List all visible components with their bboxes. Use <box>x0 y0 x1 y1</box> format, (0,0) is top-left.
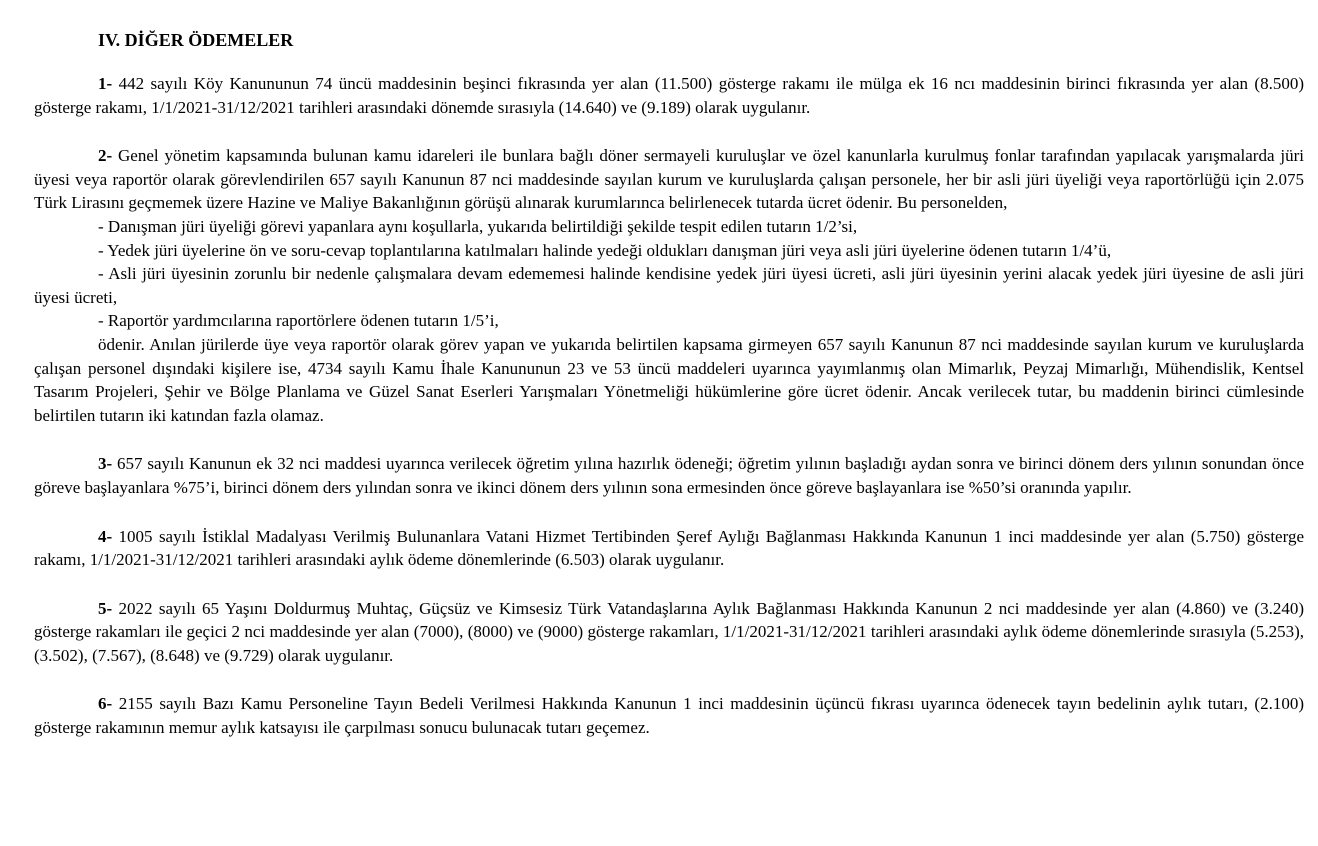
paragraph-text: 657 sayılı Kanunun ek 32 nci maddesi uyarınca verilecek öğretim yılına hazırlık ödeneği; öğretim yılının başladığı aydan sonra ve birinci dönem ders yılının sonundan önce göreve başlayanlara %75’i, birinci dönem ders yılından sonra ve ikinci dönem ders yılının sona ermesinden önce göreve başlayanlara ise %50’si oranında yapılır. <box>34 454 1304 497</box>
paragraph-number: 5- <box>98 598 113 618</box>
paragraph-number: 3- <box>98 454 113 474</box>
paragraph-number: 2- <box>98 146 113 166</box>
paragraph-text: 2022 sayılı 65 Yaşını Doldurmuş Muhtaç, Güçsüz ve Kimsesiz Türk Vatandaşlarına Aylık Bağlanması Hakkında Kanunun 2 nci maddesinde yer alan (4.860) ve (3.240) gösterge rakamları ile geçici 2 nci maddesinde yer alan (7000), (8000) ve (9000) gösterge rakamları, 1/1/2021-31/12/2021 tarihleri arasındaki aylık ödeme dönemlerinde sırasıyla (5.253), (3.502), (7.567), (8.648) ve (9.729) olarak uygulanır. <box>34 598 1304 665</box>
paragraph-number: 6- <box>98 694 113 714</box>
list-item: - Yedek jüri üyelerine ön ve soru-cevap toplantılarına katılmaları halinde yedeği oldukları danışman jüri veya asli jüri üyelerine ödenen tutarın 1/4’ü, <box>98 240 1112 260</box>
paragraph-text: 442 sayılı Köy Kanununun 74 üncü maddesinin beşinci fıkrasında yer alan (11.500) gösterge rakamı ile mülga ek 16 ncı maddesinin birinci fıkrasında yer alan (8.500) gösterge rakamı, 1/1/2021-31/12/2021 tarihleri arasındaki dönemde sırasıyla (14.640) ve (9.189) olarak uygulanır. <box>34 74 1304 117</box>
paragraph-6 <box>34 692 1304 739</box>
paragraph-2 <box>34 144 1304 215</box>
section-title: IV. DİĞER ÖDEMELER <box>98 30 294 50</box>
document-page <box>34 28 1304 765</box>
paragraph-3 <box>34 452 1304 499</box>
paragraph-1 <box>34 72 1304 119</box>
paragraph-text: 2155 sayılı Bazı Kamu Personeline Tayın Bedeli Verilmesi Hakkında Kanunun 1 inci maddesinin üçüncü fıkrası uyarınca ödenecek tayın bedelinin aylık tutarı, (2.100) gösterge rakamının memur aylık katsayısı ile çarpılması sonucu bulunacak tutarı geçemez. <box>34 694 1304 738</box>
paragraph-4 <box>34 525 1304 572</box>
list-item: - Asli jüri üyesinin zorunlu bir nedenle çalışmalara devam edememesi halinde kendisine yedek jüri üyesi ücreti, asli jüri üyesinin yerini alacak yedek jüri üyesine de asli jüri üyesi ücreti, <box>34 264 1304 307</box>
paragraph-5 <box>34 597 1304 668</box>
list-item: - Raportör yardımcılarına raportörlere ödenen tutarın 1/5’i, <box>98 311 499 331</box>
list-item: - Danışman jüri üyeliği görevi yapanlara aynı koşullarla, yukarıda belirtildiği şekilde tespit edilen tutarın 1/2’si, <box>98 216 858 236</box>
paragraph-text: 1005 sayılı İstiklal Madalyası Verilmiş Bulunanlara Vatani Hizmet Tertibinden Şeref Aylığı Bağlanması Hakkında Kanunun 1 inci maddesinde yer alan (5.750) gösterge rakamı, 1/1/2021-31/12/2021 tarihleri arasındaki aylık ödeme dönemlerinde (6.503) olarak uygulanır. <box>34 526 1304 570</box>
paragraph-text: Genel yönetim kapsamında bulunan kamu idareleri ile bunlara bağlı döner sermayeli kuruluşlar ve özel kanunlarla kurulmuş fonlar tarafından yapılacak yarışmalarda jüri üyesi veya raportör olarak görevlendirilen 657 sayılı Kanunun 87 nci maddesinde sayılan kurum ve kuruluşlarda çalışan personele, her bir asli jüri üyeliği veya raportörlüğü için 2.075 Türk Lirasını geçmemek üzere Hazine ve Maliye Bakanlığının görüşü alınarak kurumlarınca belirlenecek tutarda ücret ödenir. Bu personelden, <box>34 146 1304 213</box>
paragraph-number: 4- <box>98 526 113 546</box>
paragraph-2-continuation: ödenir. Anılan jürilerde üye veya raportör olarak görev yapan ve yukarıda belirtilen kapsama girmeyen 657 sayılı Kanunun 87 nci maddesinde sayılan kurum ve kuruluşlarda çalışan personel dışındaki kişilere ise, 4734 sayılı Kamu İhale Kanununun 23 ve 53 üncü maddeleri uyarınca yayımlanmış olan Mimarlık, Peyzaj Mimarlığı, Mühendislik, Kentsel Tasarım Projeleri, Şehir ve Bölge Planlama ve Güzel Sanat Eserleri Yarışmaları Yönetmeliği hükümlerine göre ücret ödenir. Ancak verilecek tutar, bu maddenin birinci cümlesinde belirtilen tutarın iki katından fazla olamaz. <box>34 334 1304 425</box>
paragraph-number: 1- <box>98 74 113 93</box>
